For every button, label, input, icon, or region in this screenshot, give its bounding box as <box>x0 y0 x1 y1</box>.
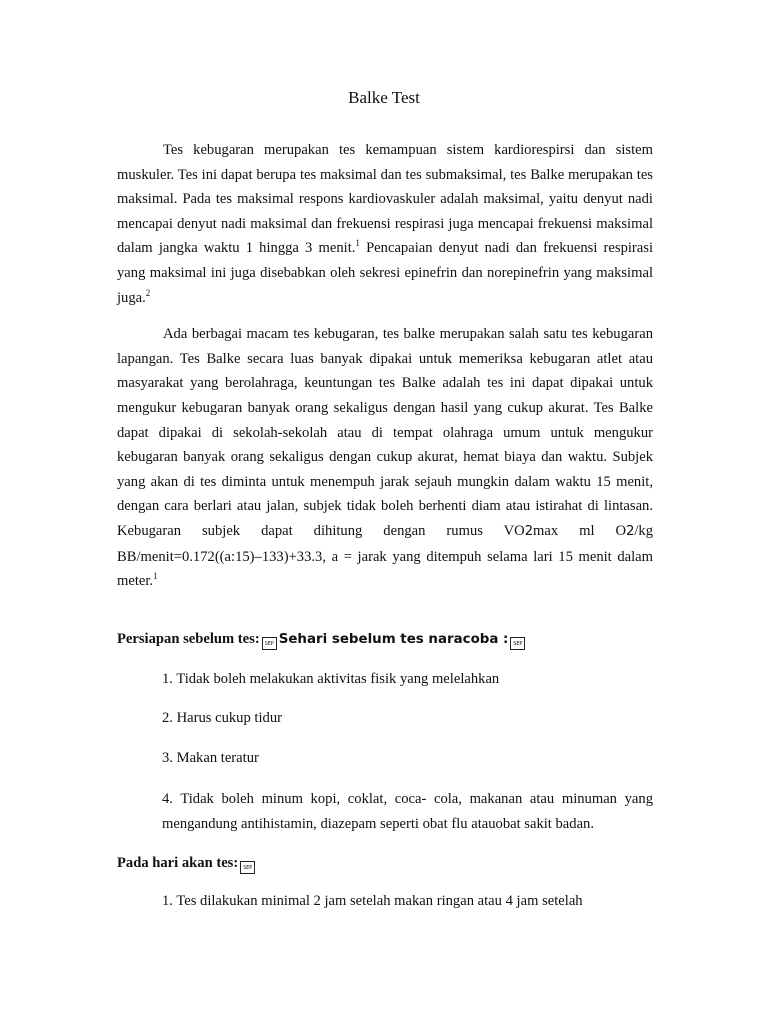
heading-colon: : <box>233 855 239 871</box>
heading-colon: : <box>254 631 260 647</box>
paragraph-intro-text-a: Tes kebugaran merupakan tes kemampuan sistem kardiorespirsi dan sistem muskuler. Tes ini dapat berupa tes maksimal dan tes submaksimal, tes Balke merupakan tes maksimal. Pada tes maksimal respons kardiovaskuler adalah maksimal, yaitu denyut nadi mencapai denyut nadi maksimal dan frekuensi respirasi juga mencapai frekuensi maksimal dalam jangka waktu 1 hingga 3 menit. <box>117 142 653 257</box>
footnote-ref: 1 <box>355 238 360 249</box>
document-title: Balke Test <box>348 88 420 107</box>
body-text <box>117 138 653 594</box>
heading-preparation-text: Persiapan sebelum tes <box>117 631 255 647</box>
heading-day-before-text: Sehari sebelum tes naracoba : <box>278 632 509 647</box>
footnote-ref: 1 <box>153 571 158 582</box>
list-item: 3. Makan teratur <box>162 750 259 766</box>
separator-glyph-icon: SEP <box>262 637 277 650</box>
subscript-2: 2 <box>626 523 635 539</box>
separator-glyph-icon: SEP <box>240 861 255 874</box>
paragraph-balke-text-a: Ada berbagai macam tes kebugaran, tes balke merupakan salah satu tes kebugaran lapangan. Tes Balke secara luas banyak dipakai untuk memeriksa kebugaran atlet atau masyarakat yang berolahraga, keuntungan tes Balke adalah tes ini dapat dipakai untuk mengukur kebugaran banyak orang sekaligus dengan hasil yang cukup akurat. Tes Balke dapat dipakai di sekolah-sekolah atau di tempat olahraga umum untuk mengukur kebugaran banyak orang sekaligus dengan cukup akurat, hemat biaya dan waktu. Subjek yang akan di tes diminta untuk menempuh jarak sejauh mungkin dalam waktu 15 menit, dengan cara berlari atau jalan, subjek tidak boleh berhenti diam atau istirahat di lintasan. Kebugaran subjek dapat dihitung dengan rumus VO <box>117 326 653 539</box>
list-item: 4. Tidak boleh minum kopi, coklat, coca- cola, makanan atau minuman yang mengandung antihistamin, diazepam seperti obat flu atauobat sakit badan. <box>162 791 653 832</box>
separator-glyph-icon: SEP <box>510 637 525 650</box>
paragraph-balke-text-b: max ml O <box>533 522 627 539</box>
list-item: 1. Tes dilakukan minimal 2 jam setelah makan ringan atau 4 jam setelah <box>162 893 583 909</box>
paragraph-intro <box>117 138 653 310</box>
heading-test-day <box>117 851 657 875</box>
paragraph-intro-text-b: Pencapaian denyut nadi dan frekuensi respirasi yang maksimal ini juga disebabkan oleh sekresi epinefrin dan norepinefrin yang maksimal juga. <box>117 240 653 306</box>
paragraph-balke-description <box>117 322 653 594</box>
heading-test-day-text: Pada hari akan tes <box>117 855 234 871</box>
paragraph-balke-text-c: /kg BB/menit=0.172((a:15)–133)+33.3, a = jarak yang ditempuh selama lari 15 menit dalam meter. <box>117 522 653 590</box>
subscript-2: 2 <box>524 523 534 539</box>
list-item: 1. Tidak boleh melakukan aktivitas fisik yang melelahkan <box>162 671 500 687</box>
footnote-ref: 2 <box>145 287 151 298</box>
list-item: 2. Harus cukup tidur <box>162 710 282 726</box>
heading-preparation <box>117 627 657 652</box>
